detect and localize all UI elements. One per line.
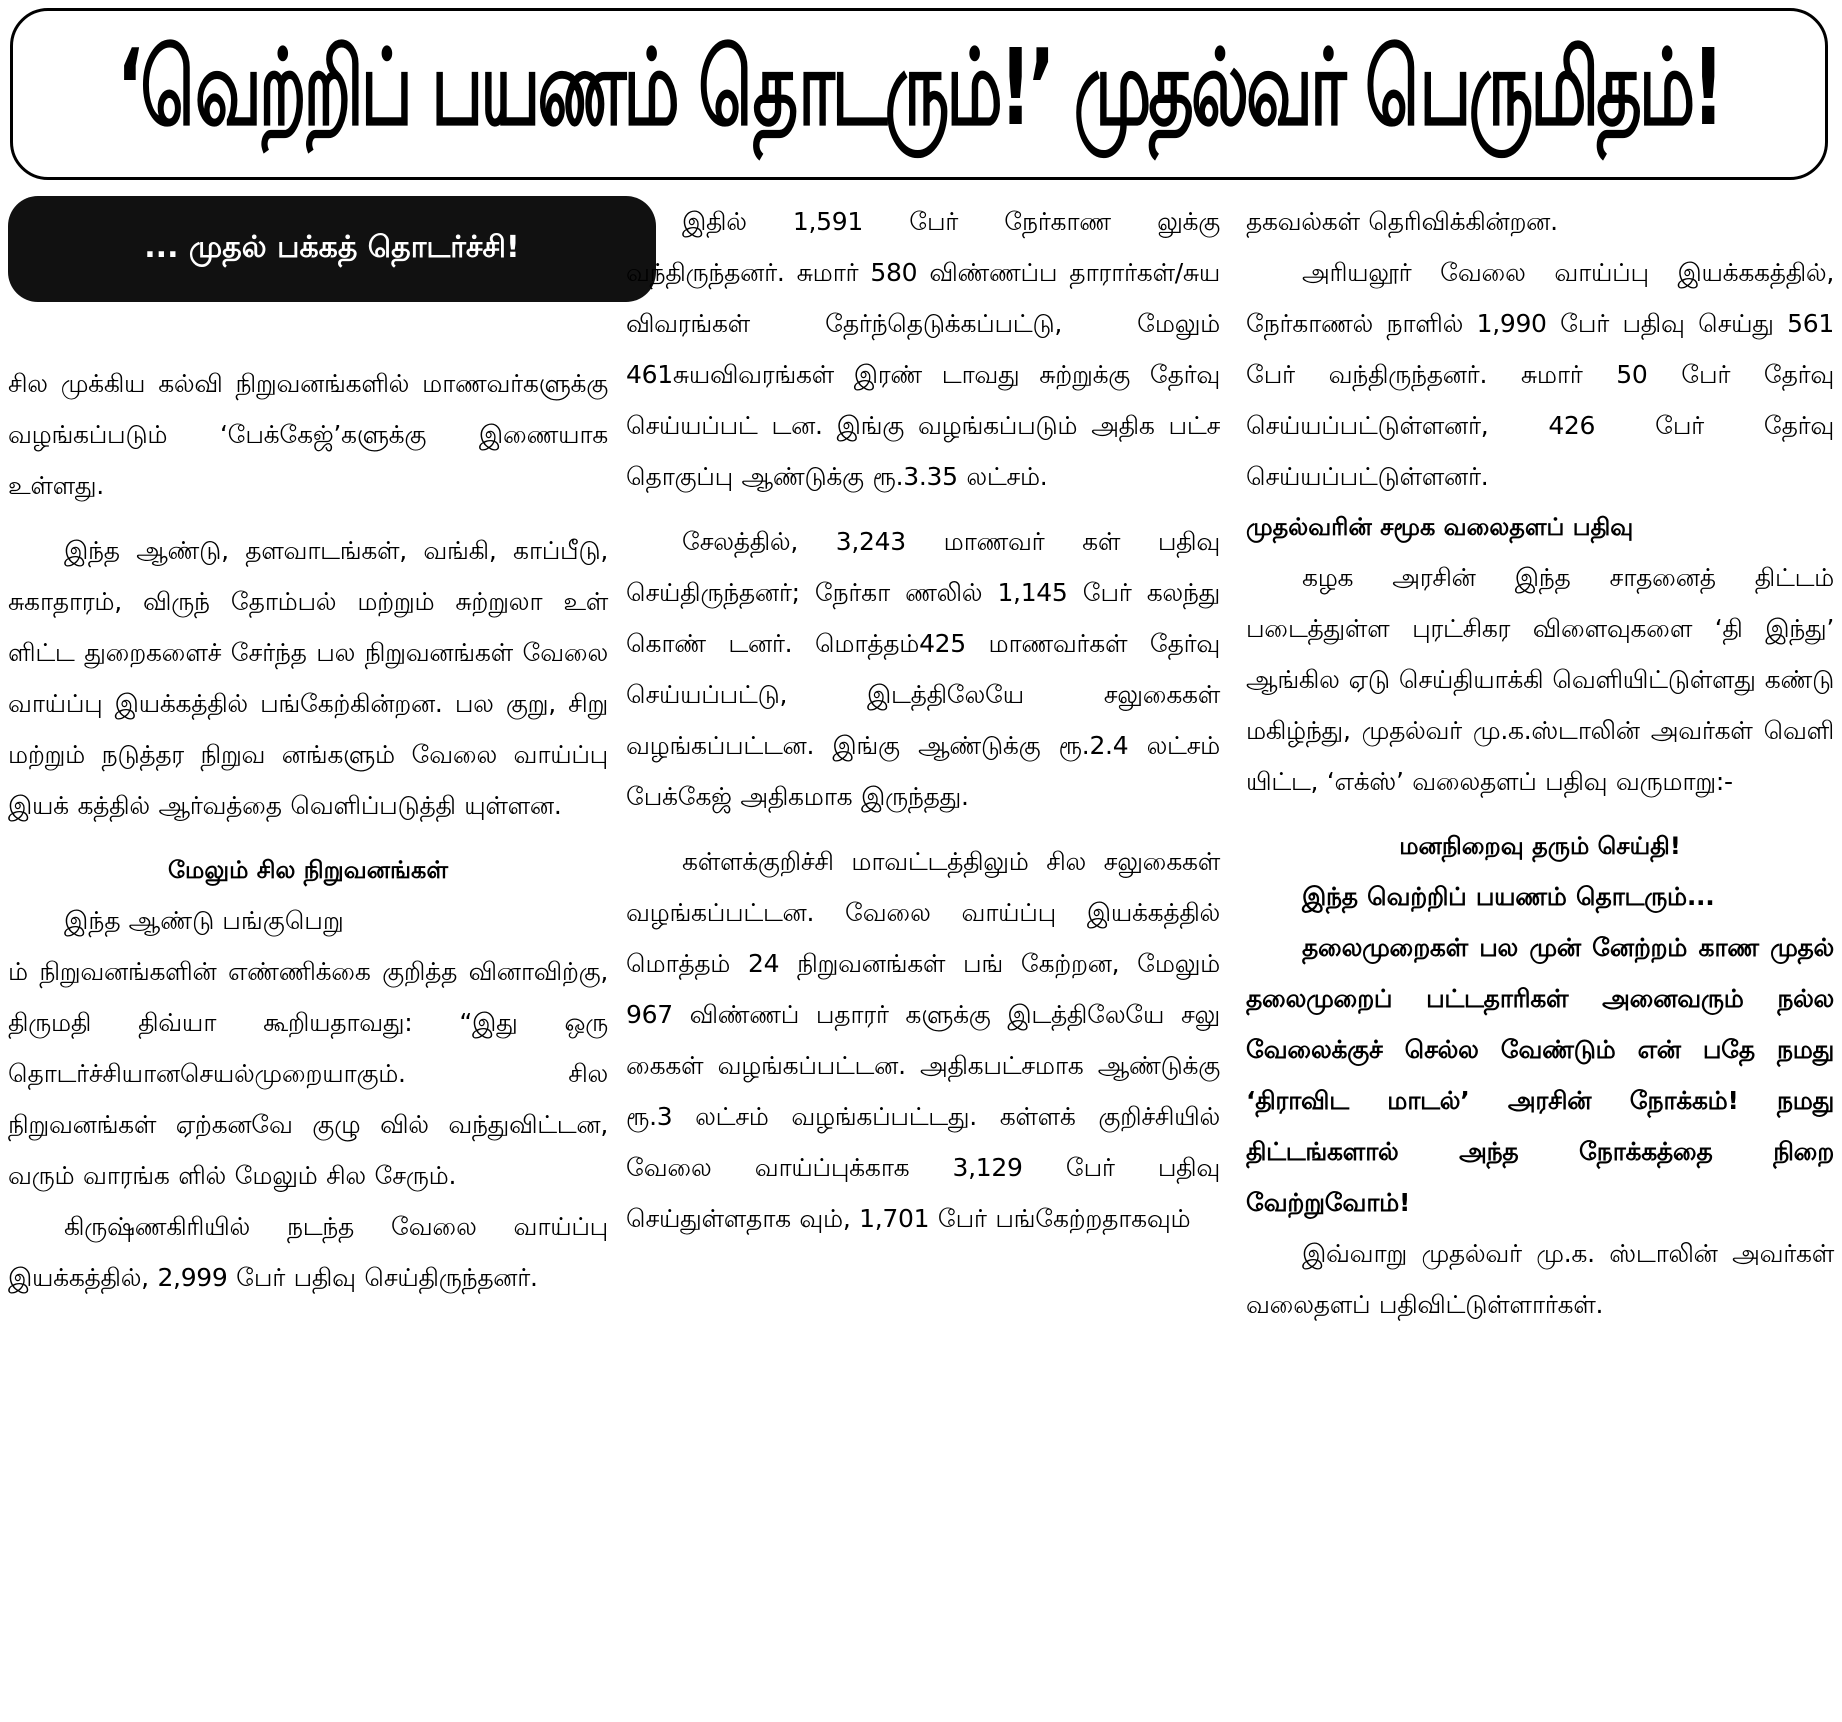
continuation-banner (8, 196, 656, 302)
quote-body: தலைமுறைகள் பல முன் னேற்றம் காண முதல் தலைமுறைப் பட்டதாரிகள் அனைவரும் நல்ல வேலைக்குச் செல்ல வேண்டும் என் பதே நமது ‘திராவிட மாடல்’ அரசின் நோக்கம்! நமது திட்டங்களால் அந்த நோக்கத்தை நிறை வேற்றுவோம்! (1246, 933, 1834, 1217)
col3-paragraph-2: அரியலூர் வேலை வாய்ப்பு இயக்ககத்தில், நேர்காணல் நாளில் 1,990 பேர் பதிவு செய்து 561 பேர் வந்திருந்தனர். சுமார் 50 பேர் தேர்வு செய்யப்பட்டுள்ளனர், 426 பேர் தேர்வு செய்யப்பட்டுள்ளனர். (1246, 258, 1834, 491)
headline: ‘வெற்றிப் பயணம் தொடரும்!’ முதல்வர் பெருமிதம்! (116, 25, 1722, 149)
col3-subheading: முதல்வரின் சமூக வலைதளப் பதிவு (1246, 513, 1634, 541)
col3-paragraph-4: இவ்வாறு முதல்வர் மு.க. ஸ்டாலின் அவர்கள் வலைதளப் பதிவிட்டுள்ளார்கள். (1246, 1239, 1834, 1319)
col3-paragraph-3: கழக அரசின் இந்த சாதனைத் திட்டம் படைத்துள்ள புரட்சிகர விளைவுகளை ‘தி இந்து’ ஆங்கில ஏடு செய்தியாக்கி வெளியிட்டுள்ளது கண்டு மகிழ்ந்து, முதல்வர் மு.க.ஸ்டாலின் அவர்கள் வெளி யிட்ட, ‘எக்ஸ்’ வலைதளப் பதிவு வருமாறு:- (1246, 563, 1834, 796)
col1-subheading: மேலும் சில நிறுவனங்கள் (167, 856, 449, 884)
column-1 (8, 358, 608, 1303)
col2-paragraph-1: இதில் 1,591 பேர் நேர்காண லுக்கு வந்திருந்தனர். சுமார் 580 விண்ணப்ப தாரார்கள்/சுய விவரங்கள் தேர்ந்தெடுக்கப்பட்டு, மேலும் 461சுயவிவரங்கள் இரண் டாவது சுற்றுக்கு தேர்வு செய்யப்பட் டன. இங்கு வழங்கப்படும் அதிக பட்ச தொகுப்பு ஆண்டுக்கு ரூ.3.35 லட்சம். (626, 207, 1220, 491)
headline-box (10, 8, 1828, 180)
col1-paragraph-2: இந்த ஆண்டு, தளவாடங்கள், வங்கி, காப்பீடு, சுகாதாரம், விருந் தோம்பல் மற்றும் சுற்றுலா உள் ளிட்ட துறைகளைச் சேர்ந்த பல நிறுவனங்கள் வேலை வாய்ப்பு இயக்கத்தில் பங்கேற்கின்றன. பல குறு, சிறு மற்றும் நடுத்தர நிறுவ னங்களும் வேலை வாய்ப்பு இயக் கத்தில் ஆர்வத்தை வெளிப்படுத்தி யுள்ளன. (8, 536, 608, 820)
col1-paragraph-4: கிருஷ்ணகிரியில் நடந்த வேலை வாய்ப்பு இயக்கத்தில், 2,999 பேர் பதிவு செய்திருந்தனர். (8, 1212, 608, 1292)
column-3 (1246, 196, 1834, 1330)
col1-paragraph-1: சில முக்கிய கல்வி நிறுவனங்களில் மாணவர்களுக்கு வழங்கப்படும் ‘பேக்கேஜ்’களுக்கு இணையாக உள்ளது. (8, 369, 608, 500)
continuation-label: ... முதல் பக்கத் தொடர்ச்சி! (144, 229, 520, 265)
quote-title: மனநிறைவு தரும் செய்தி! (1399, 832, 1681, 860)
col2-paragraph-3: கள்ளக்குறிச்சி மாவட்டத்திலும் சில சலுகைகள் வழங்கப்பட்டன. வேலை வாய்ப்பு இயக்கத்தில் மொத்தம் 24 நிறுவனங்கள் பங் கேற்றன, மேலும் 967 விண்ணப் பதாரர் களுக்கு இடத்திலேயே சலு கைகள் வழங்கப்பட்டன. அதிகபட்சமாக ஆண்டுக்கு ரூ.3 லட்சம் வழங்கப்பட்டது. கள்ளக் குறிச்சியில் வேலை வாய்ப்புக்காக 3,129 பேர் பதிவு செய்துள்ளதாக வும், 1,701 பேர் பங்கேற்றதாகவும் (626, 847, 1220, 1233)
col2-paragraph-2: சேலத்தில், 3,243 மாணவர் கள் பதிவு செய்திருந்தனர்; நேர்கா ணலில் 1,145 பேர் கலந்து கொண் டனர். மொத்தம்425 மாணவர்கள் தேர்வு செய்யப்பட்டு, இடத்திலேயே சலுகைகள் வழங்கப்பட்டன. இங்கு ஆண்டுக்கு ரூ.2.4 லட்சம் பேக்கேஜ் அதிகமாக இருந்தது. (626, 527, 1220, 811)
col1-paragraph-3-first-line: இந்த ஆண்டு பங்குபெறு (64, 906, 344, 935)
col1-paragraph-3: ம் நிறுவனங்களின் எண்ணிக்கை குறித்த வினாவிற்கு, திருமதி திவ்யா கூறியதாவது: “இது ஒரு தொடர்ச்சியானசெயல்முறையாகும். சில நிறுவனங்கள் ஏற்கனவே குழு வில் வந்துவிட்டன, வரும் வாரங்க ளில் மேலும் சில சேரும். (8, 957, 608, 1190)
col3-paragraph-1: தகவல்கள் தெரிவிக்கின்றன. (1246, 207, 1558, 236)
column-2 (626, 196, 1220, 1244)
quote-line-1: இந்த வெற்றிப் பயணம் தொடரும்... (1302, 882, 1715, 911)
